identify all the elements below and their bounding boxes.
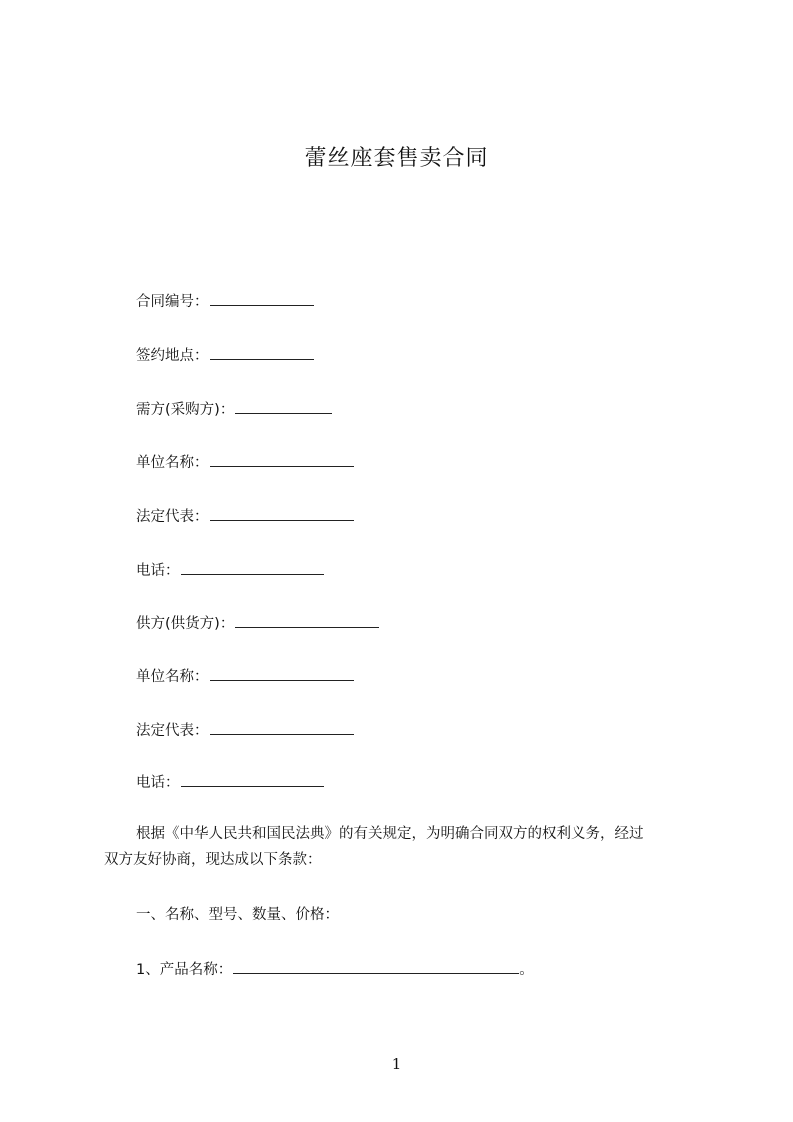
buyer-rep-field	[136, 506, 354, 527]
contract-number-label: 合同编号：	[136, 294, 209, 310]
item-1-field	[136, 959, 534, 980]
preamble-line-1: 根据《中华人民共和国民法典》的有关规定，为明确合同双方的权利义务，经过	[136, 826, 644, 842]
contract-number-blank[interactable]	[210, 291, 314, 306]
buyer-phone-blank[interactable]	[181, 560, 324, 575]
contract-number-field	[136, 291, 314, 312]
supplier-rep-label: 法定代表：	[136, 723, 209, 739]
page-number: 1	[391, 1055, 402, 1073]
buyer-field	[136, 399, 332, 420]
supplier-label: 供方(供货方)：	[136, 616, 235, 632]
sign-place-blank[interactable]	[210, 345, 314, 360]
preamble-paragraph	[104, 821, 704, 873]
item-1-blank[interactable]	[233, 959, 519, 974]
buyer-blank[interactable]	[235, 399, 332, 414]
section-1-heading: 一、名称、型号、数量、价格：	[136, 907, 339, 923]
buyer-unit-blank[interactable]	[210, 452, 354, 467]
buyer-unit-field	[136, 452, 354, 473]
supplier-blank[interactable]	[235, 613, 379, 628]
supplier-phone-blank[interactable]	[181, 772, 324, 787]
document-title: 蕾丝座套售卖合同	[304, 146, 489, 171]
buyer-rep-blank[interactable]	[210, 506, 354, 521]
sign-place-field	[136, 345, 314, 366]
preamble-line-2: 双方友好协商，现达成以下条款：	[104, 852, 322, 868]
item-1-label: 1、产品名称：	[136, 962, 233, 978]
supplier-phone-field	[136, 772, 324, 793]
buyer-label: 需方(采购方)：	[136, 402, 235, 418]
supplier-unit-field	[136, 666, 354, 687]
sign-place-label: 签约地点：	[136, 348, 209, 364]
buyer-unit-label: 单位名称：	[136, 455, 209, 471]
buyer-phone-field	[136, 560, 324, 581]
buyer-rep-label: 法定代表：	[136, 509, 209, 525]
supplier-rep-field	[136, 720, 354, 741]
supplier-unit-blank[interactable]	[210, 666, 354, 681]
supplier-rep-blank[interactable]	[210, 720, 354, 735]
supplier-field	[136, 613, 379, 634]
supplier-unit-label: 单位名称：	[136, 669, 209, 685]
item-1-end: 。	[519, 962, 534, 978]
buyer-phone-label: 电话：	[136, 563, 180, 579]
supplier-phone-label: 电话：	[136, 775, 180, 791]
